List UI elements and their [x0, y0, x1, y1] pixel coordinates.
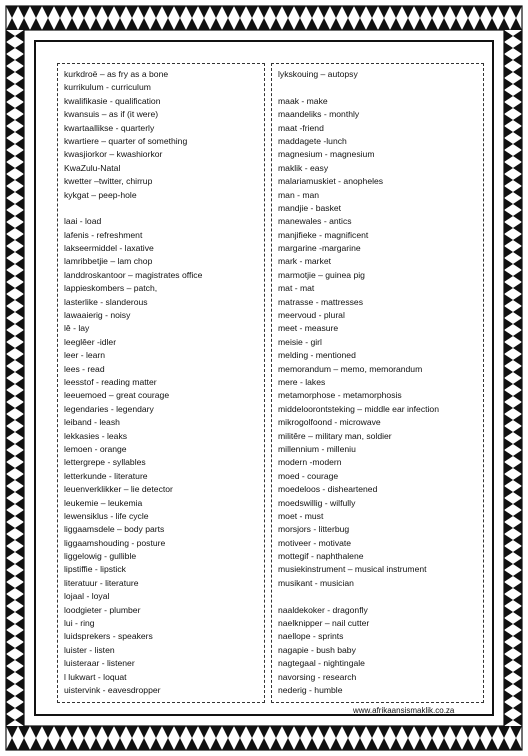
vocab-entry: naaldekoker - dragonfly [278, 604, 368, 615]
vocab-entry: kurkdroë – as fry as a bone [64, 69, 169, 79]
vocab-entry: man - man [278, 189, 320, 200]
vocab-entry: kwartaallikse - quarterly [64, 122, 155, 133]
vocab-entry: lettergrepe - syllables [64, 457, 146, 468]
vocab-entry: laai - load [64, 216, 102, 227]
vocab-entry: musikant - musician [278, 577, 354, 588]
vocab-entry: uistervink - eavesdropper [64, 684, 161, 695]
vocab-entry: moet - must [278, 510, 324, 521]
vocab-entry: lakseermiddel - laxative [64, 243, 154, 254]
vocab-entry: mandjie - basket [278, 202, 342, 213]
vocab-entry: musiekinstrument – musical instrument [278, 564, 427, 575]
vocab-entry: leeuemoed – great courage [64, 390, 170, 401]
vocab-entry: memorandum – memo, memorandum [278, 363, 423, 374]
vocab-entry: naellope - sprints [278, 631, 344, 642]
vocab-entry: kwasjiorkor – kwashiorkor [64, 149, 163, 160]
vocab-entry: loodgieter - plumber [64, 604, 141, 615]
vocab-entry: leukemie – leukemia [64, 497, 143, 508]
vocab-entry: mikrogolfoond - microwave [278, 417, 381, 428]
vocab-entry: lojaal - loyal [64, 591, 110, 602]
vocab-entry: manjifieke - magnificent [278, 229, 369, 240]
vocab-entry: mottegif - naphthalene [278, 551, 364, 562]
vocab-entry: nagapie - bush baby [278, 644, 356, 655]
vocab-entry: liggelowig - gullible [64, 551, 137, 562]
spacer-row [64, 202, 264, 215]
vocab-entry: lasterlike - slanderous [64, 296, 148, 307]
vocab-entry: leer - learn [64, 350, 106, 361]
vocab-entry: l lukwart - loquat [64, 671, 127, 682]
vocab-entry: luidsprekers - speakers [64, 631, 153, 642]
vocab-entry: kwartiere – quarter of something [64, 135, 188, 146]
vocab-entry: navorsing - research [278, 671, 357, 682]
spacer-row [278, 81, 483, 94]
vocab-entry: lemoen - orange [64, 443, 127, 454]
vocab-entry: kwalifikasie - qualification [64, 95, 161, 106]
vocab-entry: kwetter –twitter, chirrup [64, 176, 153, 187]
vocab-entry: liggaamshouding - posture [64, 537, 166, 548]
vocab-entry: lipstiffie - lipstick [64, 564, 126, 575]
vocab-entry: malariamuskiet - anopheles [278, 176, 384, 187]
vocab-entry: kwansuis – as if (it were) [64, 109, 159, 120]
vocab-entry: maddagete -lunch [278, 135, 347, 146]
vocab-entry: lamribbetjie – lam chop [64, 256, 153, 267]
vocab-entry: maklik - easy [278, 162, 329, 173]
vocab-entry: manewales - antics [278, 216, 352, 227]
vocab-entry: melding - mentioned [278, 350, 356, 361]
vocab-entry: maandeliks - monthly [278, 109, 360, 120]
vocab-entry: meervoud - plural [278, 310, 345, 321]
word-list-right [272, 64, 483, 697]
vocab-entry: matrasse - mattresses [278, 296, 364, 307]
vocab-entry: lafenis - refreshment [64, 229, 143, 240]
vocab-entry: letterkunde - literature [64, 470, 148, 481]
vocab-entry: militêre – military man, soldier [278, 430, 392, 441]
vocab-entry: motiveer - motivate [278, 537, 352, 548]
vocab-entry: metamorphose - metamorphosis [278, 390, 402, 401]
vocab-entry: leiband - leash [64, 417, 120, 428]
word-list-left [58, 64, 264, 697]
vocab-entry: lui - ring [64, 618, 95, 629]
vocab-entry: luisteraar - listener [64, 658, 135, 669]
vocab-entry: luister - listen [64, 644, 115, 655]
vocab-entry: landdroskantoor – magistrates office [64, 269, 203, 280]
vocab-entry: lê - lay [64, 323, 90, 334]
vocab-entry: leesstof - reading matter [64, 376, 157, 387]
vocab-entry: magnesium - magnesium [278, 149, 375, 160]
vocab-entry: middeloorontsteking – middle ear infection [278, 403, 439, 414]
vocab-entry: KwaZulu-Natal [64, 162, 121, 173]
vocab-entry: nagtegaal - nightingale [278, 658, 365, 669]
vocab-entry: mat - mat [278, 283, 315, 294]
vocab-entry: meet - measure [278, 323, 339, 334]
vocab-entry: leuenverklikker – lie detector [64, 484, 173, 495]
vocab-entry: mere - lakes [278, 376, 326, 387]
vocab-entry: morsjors - litterbug [278, 524, 350, 535]
vocab-entry: lappieskombers – patch, [64, 283, 158, 294]
vocab-entry: naelknipper – nail cutter [278, 618, 370, 629]
vocab-entry: nederig - humble [278, 684, 343, 695]
vocab-entry: lawaaierig - noisy [64, 310, 131, 321]
vocab-entry: lewensiklus - life cycle [64, 510, 149, 521]
vocab-entry: modern -modern [278, 457, 342, 468]
vocab-entry: maat -friend [278, 122, 324, 133]
vocab-entry: millennium - milleniu [278, 443, 356, 454]
vocab-entry: maak - make [278, 95, 328, 106]
vocab-entry: meisie - girl [278, 336, 322, 347]
vocab-entry: moed - courage [278, 470, 339, 481]
vocab-entry: legendaries - legendary [64, 403, 154, 414]
vocab-entry: moedeloos - disheartened [278, 484, 378, 495]
vocab-entry: literatuur - literature [64, 577, 139, 588]
spacer-row [278, 590, 483, 603]
vocab-column-left [57, 63, 265, 703]
vocab-entry: moedswillig - wilfully [278, 497, 356, 508]
vocab-entry: mark - market [278, 256, 331, 267]
vocab-entry: marmotjie – guinea pig [278, 269, 365, 280]
vocab-column-right [271, 63, 484, 703]
website-url: www.afrikaansismaklik.co.za [353, 706, 455, 715]
vocab-entry: kurrikulum - curriculum [64, 82, 151, 93]
vocab-entry: margarine -margarine [278, 243, 361, 254]
vocab-entry: lekkasies - leaks [64, 430, 128, 441]
vocab-entry: lees - read [64, 363, 105, 374]
vocab-entry: leeglêer -idler [64, 336, 117, 347]
vocab-entry: lykskouing – autopsy [278, 69, 358, 79]
vocab-entry: kykgat – peep-hole [64, 189, 137, 200]
vocab-entry: liggaamsdele – body parts [64, 524, 165, 535]
